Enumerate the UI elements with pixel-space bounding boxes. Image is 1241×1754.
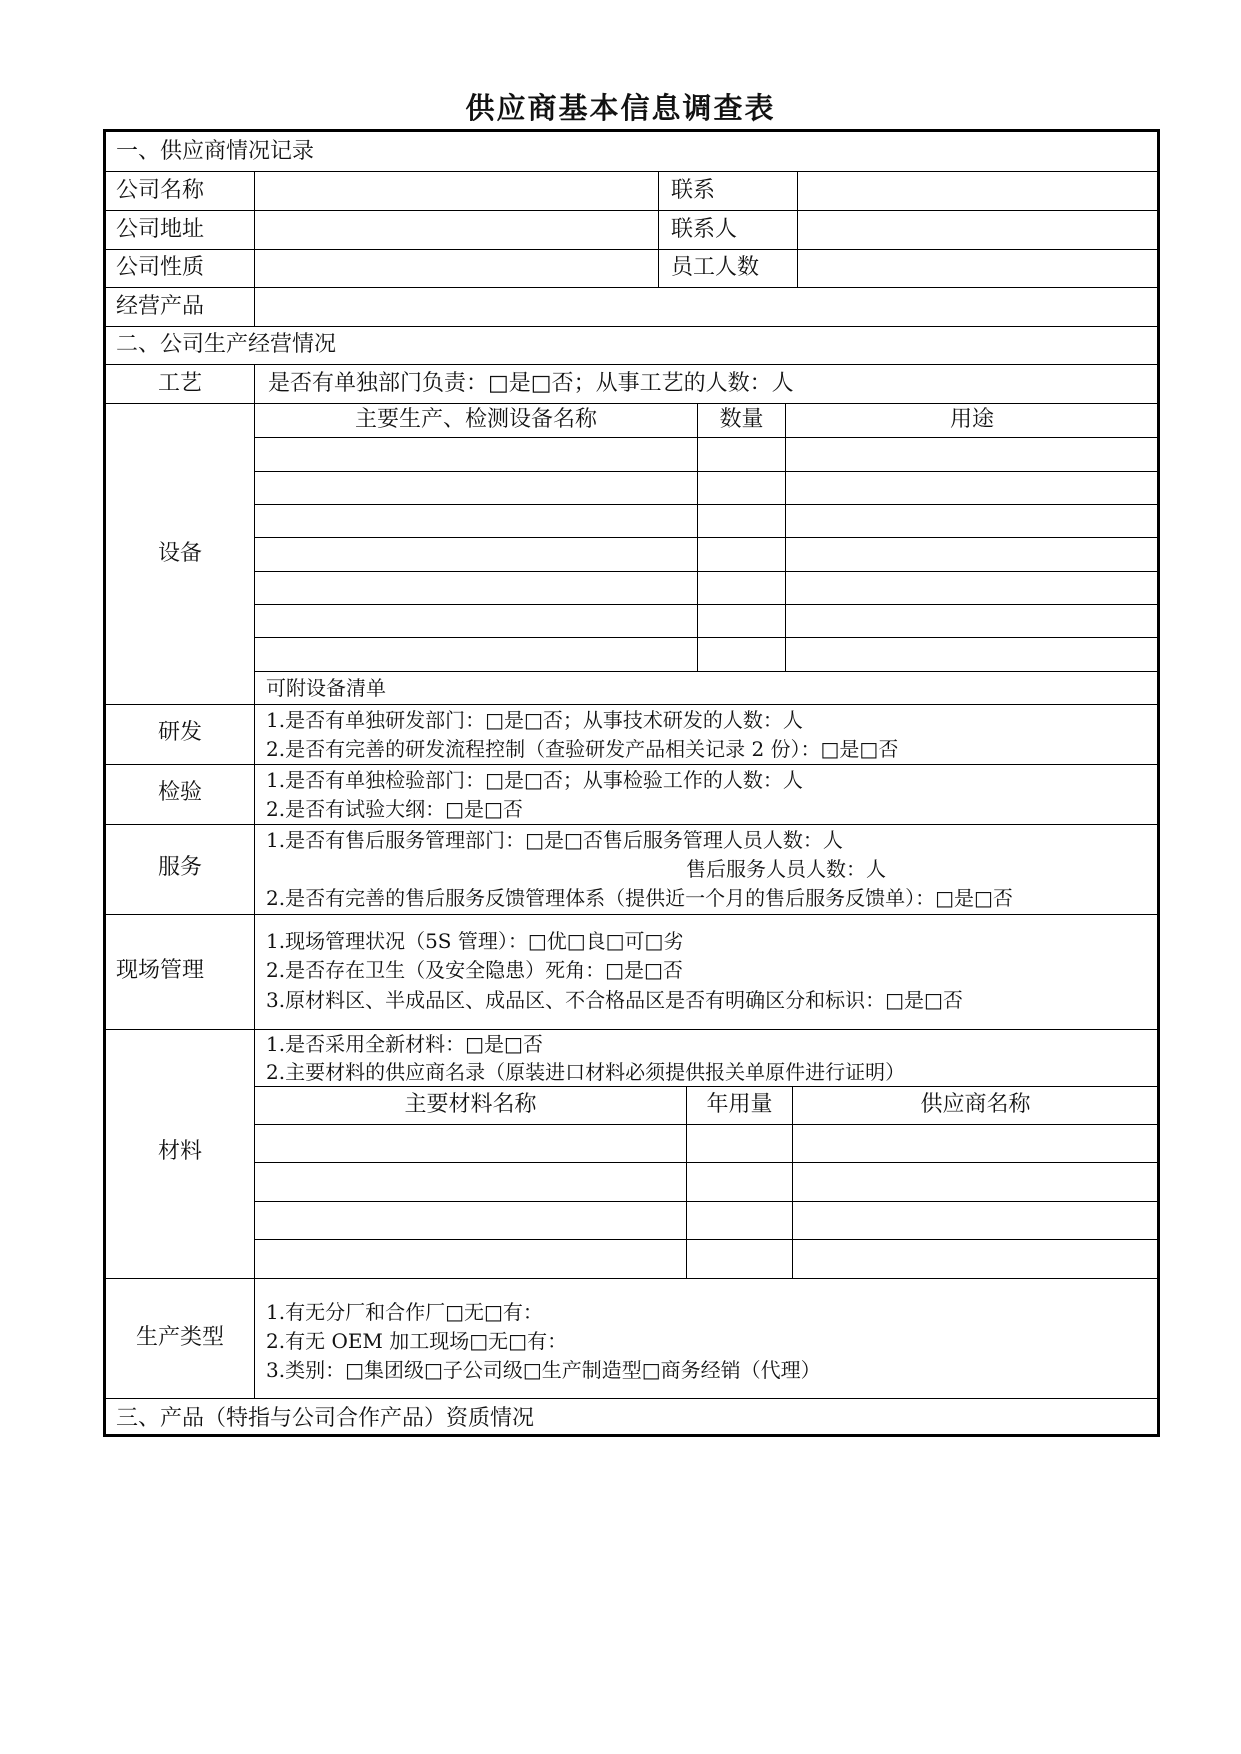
equipment-name-header: 主要生产、检测设备名称 bbox=[354, 407, 597, 432]
material-row-divider bbox=[254, 1162, 1157, 1163]
service-line2: 2.是否有完善的售后服务反馈管理体系（提供近一个月的售后服务反馈单）：□是□否 bbox=[266, 886, 1013, 910]
equip-row-divider bbox=[254, 504, 1157, 505]
equipment-note: 可附设备清单 bbox=[266, 676, 386, 700]
row-divider bbox=[106, 1029, 1157, 1030]
site-line1: 1.现场管理状况（5S 管理）：□优□良□可□劣 bbox=[266, 929, 684, 953]
equip-row-divider bbox=[254, 437, 1157, 438]
company-nature-label: 公司性质 bbox=[116, 255, 205, 280]
company-address-field[interactable] bbox=[256, 212, 656, 248]
row-divider bbox=[106, 1278, 1157, 1279]
row-divider bbox=[106, 824, 1157, 825]
materials-line2: 2.主要材料的供应商名录（原装进口材料必须提供报关单原件进行证明） bbox=[266, 1060, 906, 1084]
site-line2: 2.是否存在卫生（及安全隐患）死角：□是□否 bbox=[266, 958, 683, 982]
equipment-use-header: 用途 bbox=[949, 407, 994, 432]
equipment-label: 设备 bbox=[157, 541, 202, 566]
inspection-label: 检验 bbox=[157, 780, 202, 805]
material-row-divider bbox=[254, 1239, 1157, 1240]
material-annual-header: 年用量 bbox=[706, 1092, 773, 1117]
inspection-line2: 2.是否有试验大纲：□是□否 bbox=[266, 797, 523, 821]
craft-label: 工艺 bbox=[157, 371, 202, 396]
section3-heading: 三、产品（特指与公司合作产品）资质情况 bbox=[116, 1406, 535, 1431]
equip-row-divider bbox=[254, 537, 1157, 538]
equip-row-divider bbox=[254, 471, 1157, 472]
row-divider bbox=[106, 326, 1157, 327]
row-divider bbox=[106, 704, 1157, 705]
col-divider bbox=[797, 171, 798, 287]
company-name-label: 公司名称 bbox=[116, 178, 205, 203]
material-row-divider bbox=[254, 1086, 1157, 1087]
col-divider bbox=[658, 171, 659, 287]
row-divider bbox=[106, 403, 1157, 404]
material-supplier-header: 供应商名称 bbox=[920, 1092, 1031, 1117]
site-line3: 3.原材料区、半成品区、成品区、不合格品区是否有明确区分和标识：□是□否 bbox=[266, 988, 963, 1012]
equip-row-divider bbox=[254, 604, 1157, 605]
service-line1b: 售后服务人员人数：人 bbox=[686, 857, 886, 881]
equip-row-divider bbox=[254, 671, 1157, 672]
site-label: 现场管理 bbox=[116, 958, 205, 983]
row-divider bbox=[106, 364, 1157, 365]
section2-heading: 二、公司生产经营情况 bbox=[116, 332, 337, 357]
staff-count-label: 员工人数 bbox=[671, 255, 760, 280]
production-type-line3: 3.类别：□集团级□子公司级□生产制造型□商务经销（代理） bbox=[266, 1358, 821, 1382]
company-name-field[interactable] bbox=[256, 173, 656, 209]
equip-col-divider bbox=[785, 403, 786, 671]
contact-field[interactable] bbox=[799, 173, 1155, 209]
equip-row-divider bbox=[254, 571, 1157, 572]
material-col-divider bbox=[792, 1086, 793, 1278]
company-nature-field[interactable] bbox=[256, 251, 656, 286]
contact-label: 联系 bbox=[671, 178, 716, 203]
service-line1: 1.是否有售后服务管理部门：□是□否售后服务管理人员人数：人 bbox=[266, 828, 843, 852]
form-title: 供应商基本信息调查表 bbox=[465, 91, 776, 125]
rd-line2: 2.是否有完善的研发流程控制（查验研发产品相关记录 2 份）：□是□否 bbox=[266, 737, 899, 761]
section1-heading: 一、供应商情况记录 bbox=[116, 139, 315, 164]
material-row-divider bbox=[254, 1124, 1157, 1125]
products-label: 经营产品 bbox=[116, 294, 205, 319]
production-type-line2: 2.有无 OEM 加工现场□无□有： bbox=[266, 1329, 568, 1353]
staff-count-field[interactable] bbox=[799, 251, 1155, 286]
row-divider bbox=[106, 914, 1157, 915]
service-label: 服务 bbox=[157, 855, 202, 880]
contact-person-label: 联系人 bbox=[671, 217, 738, 242]
company-address-label: 公司地址 bbox=[116, 217, 205, 242]
materials-line1: 1.是否采用全新材料：□是□否 bbox=[266, 1032, 543, 1056]
craft-text: 是否有单独部门负责：□是□否；从事工艺的人数：人 bbox=[268, 371, 794, 396]
row-divider bbox=[106, 210, 1157, 211]
row-divider bbox=[106, 249, 1157, 250]
material-row-divider bbox=[254, 1201, 1157, 1202]
production-type-line1: 1.有无分厂和合作厂□无□有： bbox=[266, 1300, 543, 1324]
col-divider bbox=[254, 171, 255, 326]
col-divider bbox=[254, 364, 255, 1398]
rd-line1: 1.是否有单独研发部门：□是□否；从事技术研发的人数：人 bbox=[266, 708, 803, 732]
production-type-label: 生产类型 bbox=[135, 1325, 224, 1350]
contact-person-field[interactable] bbox=[799, 212, 1155, 248]
products-field[interactable] bbox=[256, 289, 1155, 325]
material-name-header: 主要材料名称 bbox=[404, 1092, 537, 1117]
equipment-qty-header: 数量 bbox=[719, 407, 764, 432]
rd-label: 研发 bbox=[157, 720, 202, 745]
material-col-divider bbox=[686, 1086, 687, 1278]
row-divider bbox=[106, 764, 1157, 765]
row-divider bbox=[106, 287, 1157, 288]
materials-label: 材料 bbox=[157, 1139, 202, 1164]
row-divider bbox=[106, 171, 1157, 172]
row-divider bbox=[106, 1398, 1157, 1399]
equip-col-divider bbox=[697, 403, 698, 671]
equip-row-divider bbox=[254, 637, 1157, 638]
inspection-line1: 1.是否有单独检验部门：□是□否；从事检验工作的人数：人 bbox=[266, 768, 803, 792]
supplier-survey-form bbox=[103, 129, 1160, 1437]
